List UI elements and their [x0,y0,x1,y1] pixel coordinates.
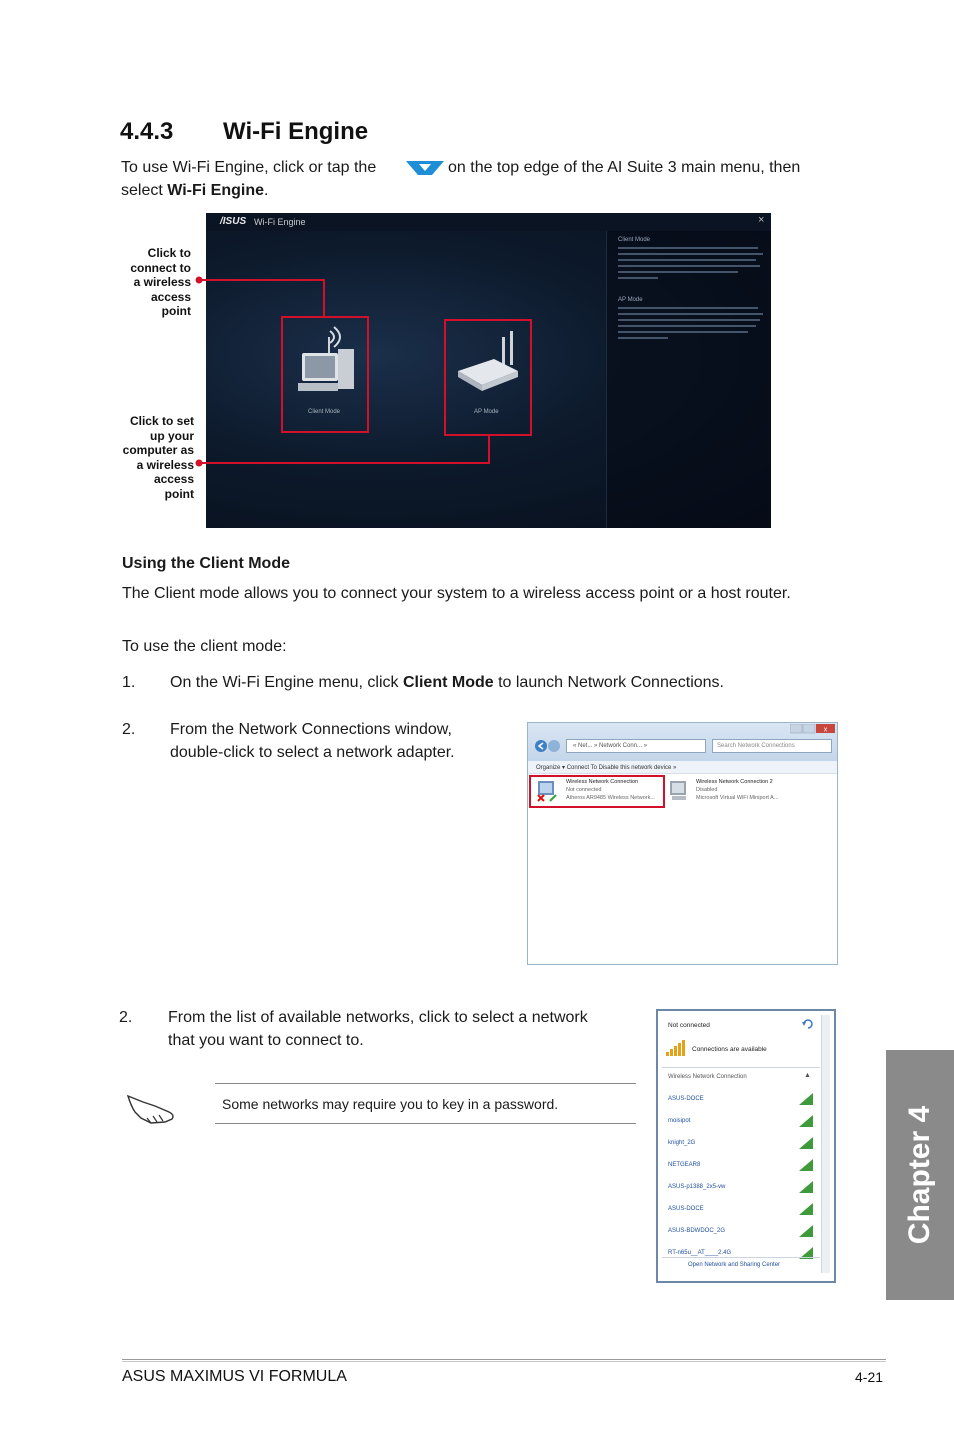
intro-period: . [263,182,269,199]
intro-text-a: To use Wi-Fi Engine, click or tap the [121,159,377,176]
available-label: Connections are available [692,1046,767,1053]
command-toolbar[interactable]: Organize ▾ Connect To Disable this network device » [528,761,837,774]
adapter-wireless-1[interactable]: Wireless Network Connection Not connected Atheros AR9485 Wireless Network... [536,777,666,805]
step-3-text: From the list of available networks, click to select a network that you want to connect to. [168,1009,588,1049]
search-field[interactable]: Search Network Connections [712,739,832,753]
network-item[interactable]: ASUS-BDWDOC_2G [668,1228,726,1234]
scrollbar[interactable] [821,1015,830,1273]
intro-line-2 [121,179,268,202]
client-mode-description: The Client mode allows you to connect your system to a wireless access point or a host router. [122,585,791,602]
network-connections-window [527,722,838,965]
chapter-tab [886,1050,954,1300]
wifi-signal-icon [799,1115,813,1127]
ap-mode-label: AP Mode [474,409,499,415]
window-buttons [790,724,836,734]
section-number: 4.4.3 [120,118,174,145]
adapter-highlight [529,775,665,808]
wifi-signal-icon [799,1181,813,1193]
intro-text-b: on the top edge of the AI Suite 3 main menu, then [448,159,801,176]
network-group-label: Wireless Network Connection [668,1074,747,1080]
note-rule-bottom [215,1123,636,1124]
step-2-text: From the Network Connections window, double-click to select a network adapter. [170,721,455,761]
signal-bars-icon [666,1039,688,1057]
intro-bold-wifi-engine: Wi-Fi Engine [167,182,264,199]
footer-page-number: 4-21 [855,1369,884,1385]
svg-text:x: x [823,726,828,734]
wifi-signal-icon [799,1159,813,1171]
footer-product-name: ASUS MAXIMUS VI FORMULA [122,1368,347,1385]
asus-logo: /ISUS [220,216,247,227]
wifi-signal-icon [799,1093,813,1105]
network-item[interactable]: RT-n65u__AT____2.4G [668,1250,732,1256]
ap-callout-text: Click to set up your computer as a wireless access point [122,414,194,501]
network-item[interactable]: ASUS-DOCE [668,1096,704,1102]
network-item[interactable]: NETGEAR8 [668,1162,701,1168]
wifi-signal-icon [799,1225,813,1237]
connection-status: Not connected [668,1022,710,1029]
adapter-wireless-2[interactable]: Wireless Network Connection 2 Disabled Microsoft Virtual WiFi Miniport A... [668,777,828,805]
collapse-icon[interactable]: ▲ [804,1072,811,1079]
client-callout-line-v [323,279,325,318]
address-bar[interactable]: « Net... » Network Conn... » [566,739,706,753]
note-rule-top [215,1083,636,1084]
footer-rule [122,1359,886,1362]
ap-callout-line-h [199,462,490,464]
step-1-text: On the Wi-Fi Engine menu, click Client Mode to launch Network Connections. [170,674,724,691]
client-callout-line-h [199,279,325,281]
section-heading [120,118,368,146]
client-mode-label: Client Mode [308,409,341,415]
ap-mode-highlight [444,319,532,436]
step-1-bold-client-mode: Client Mode [402,674,494,691]
client-callout-text: Click to connect to a wireless access point [130,246,191,318]
intro-line-1 [121,156,376,179]
ap-callout-line-v [488,434,490,464]
wireless-network-list [656,1009,836,1283]
wifi-signal-icon [799,1203,813,1215]
ap-callout-dot [195,459,203,467]
intro-text-c: select [121,182,168,199]
refresh-icon[interactable] [802,1019,814,1029]
back-forward-icon[interactable] [534,739,562,753]
network-item[interactable]: ASUS-DOCE [668,1206,704,1212]
description-panel [606,231,771,528]
hand-pointer-icon [125,1088,177,1126]
section-title: Wi-Fi Engine [223,118,369,145]
chapter-label: Chapter 4 [903,1105,936,1245]
client-callout-dot [195,276,203,284]
wifi-signal-icon [799,1137,813,1149]
open-network-center-link[interactable]: Open Network and Sharing Center [688,1262,781,1268]
ai-suite-tab-icon [406,161,444,175]
close-icon[interactable]: × [758,214,765,226]
panel-heading-client: Client Mode [618,237,651,243]
panel-heading-ap: AP Mode [618,297,643,303]
client-mode-lead: To use the client mode: [122,638,287,655]
note-text: Some networks may require you to key in a password. [222,1096,559,1112]
step-3-number: 2. [119,1009,133,1026]
network-item[interactable]: ASUS-p1388_2x5-vw [668,1184,726,1190]
intro-line-1b [448,156,800,179]
network-adapter-icon [668,779,692,803]
step-1-number: 1. [122,674,136,691]
wifi-engine-window-title: Wi-Fi Engine [254,217,306,227]
network-item[interactable]: knight_2G [668,1140,696,1146]
client-mode-heading: Using the Client Mode [122,555,290,572]
network-item[interactable]: moisipot [668,1118,691,1124]
step-2-number: 2. [122,721,136,738]
client-mode-highlight [281,316,369,433]
